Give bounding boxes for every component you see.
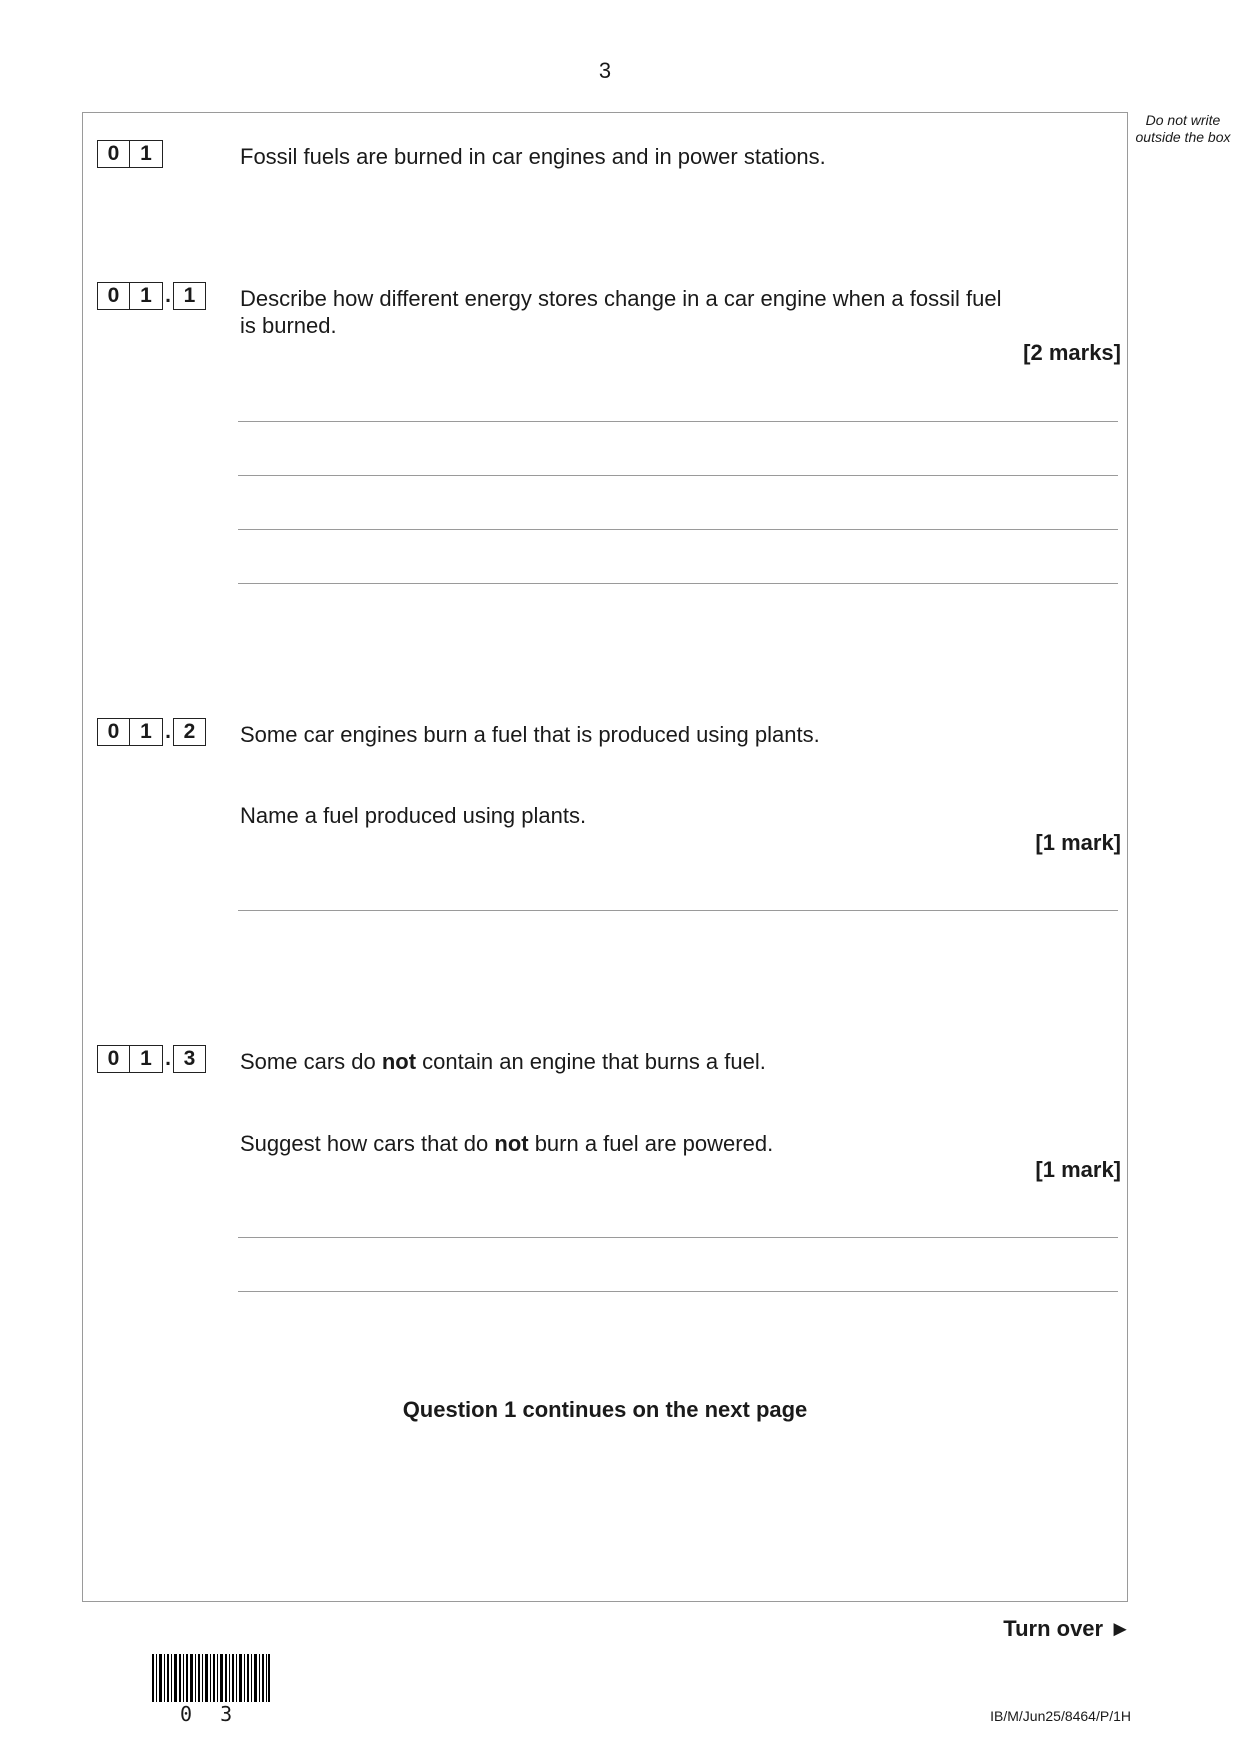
answer-line[interactable] — [238, 421, 1118, 422]
question-01-2-marks: [1 mark] — [1035, 830, 1121, 855]
answer-line[interactable] — [238, 583, 1118, 584]
question-01-3-instruction: Suggest how cars that do not burn a fuel are powered. — [240, 1131, 774, 1156]
question-number-dot: . — [165, 1047, 171, 1070]
question-number-01-3 — [97, 1045, 206, 1073]
question-digit: 1 — [130, 282, 163, 310]
question-01-1-text: Describe how different energy stores change in a car engine when a fossil fuel is burned. — [240, 286, 1002, 338]
question-number-01 — [97, 140, 163, 168]
continues-note: Question 1 continues on the next page — [402, 1397, 808, 1422]
question-digit: 1 — [130, 140, 163, 168]
question-digit: 1 — [130, 718, 163, 746]
question-01-2-text: Some car engines burn a fuel that is produced using plants. — [240, 722, 820, 747]
question-digit: 0 — [97, 1045, 130, 1073]
question-number-01-1 — [97, 282, 206, 310]
page-number: 3 — [598, 58, 612, 83]
answer-line[interactable] — [238, 529, 1118, 530]
turn-over: Turn over ► — [1003, 1616, 1131, 1641]
question-digit: 0 — [97, 282, 130, 310]
question-number-dot: . — [165, 284, 171, 307]
question-digit: 2 — [173, 718, 206, 746]
barcode-digits: 0 3 — [180, 1702, 241, 1726]
paper-code: IB/M/Jun25/8464/P/1H — [990, 1708, 1131, 1724]
question-01-stem: Fossil fuels are burned in car engines and in power stations. — [240, 144, 826, 169]
barcode — [152, 1654, 270, 1702]
question-number-dot: . — [165, 720, 171, 743]
answer-line[interactable] — [238, 475, 1118, 476]
question-number-01-2 — [97, 718, 206, 746]
question-digit: 3 — [173, 1045, 206, 1073]
answer-line[interactable] — [238, 1291, 1118, 1292]
question-01-3-text: Some cars do not contain an engine that burns a fuel. — [240, 1049, 766, 1074]
question-01-2-instruction: Name a fuel produced using plants. — [240, 803, 587, 828]
question-01-1-marks: [2 marks] — [1023, 340, 1121, 365]
answer-line[interactable] — [238, 910, 1118, 911]
answer-line[interactable] — [238, 1237, 1118, 1238]
question-digit: 0 — [97, 140, 130, 168]
question-digit: 1 — [173, 282, 206, 310]
question-digit: 0 — [97, 718, 130, 746]
margin-note: Do not write outside the box — [1135, 112, 1231, 145]
question-01-3-marks: [1 mark] — [1035, 1157, 1121, 1182]
question-digit: 1 — [130, 1045, 163, 1073]
